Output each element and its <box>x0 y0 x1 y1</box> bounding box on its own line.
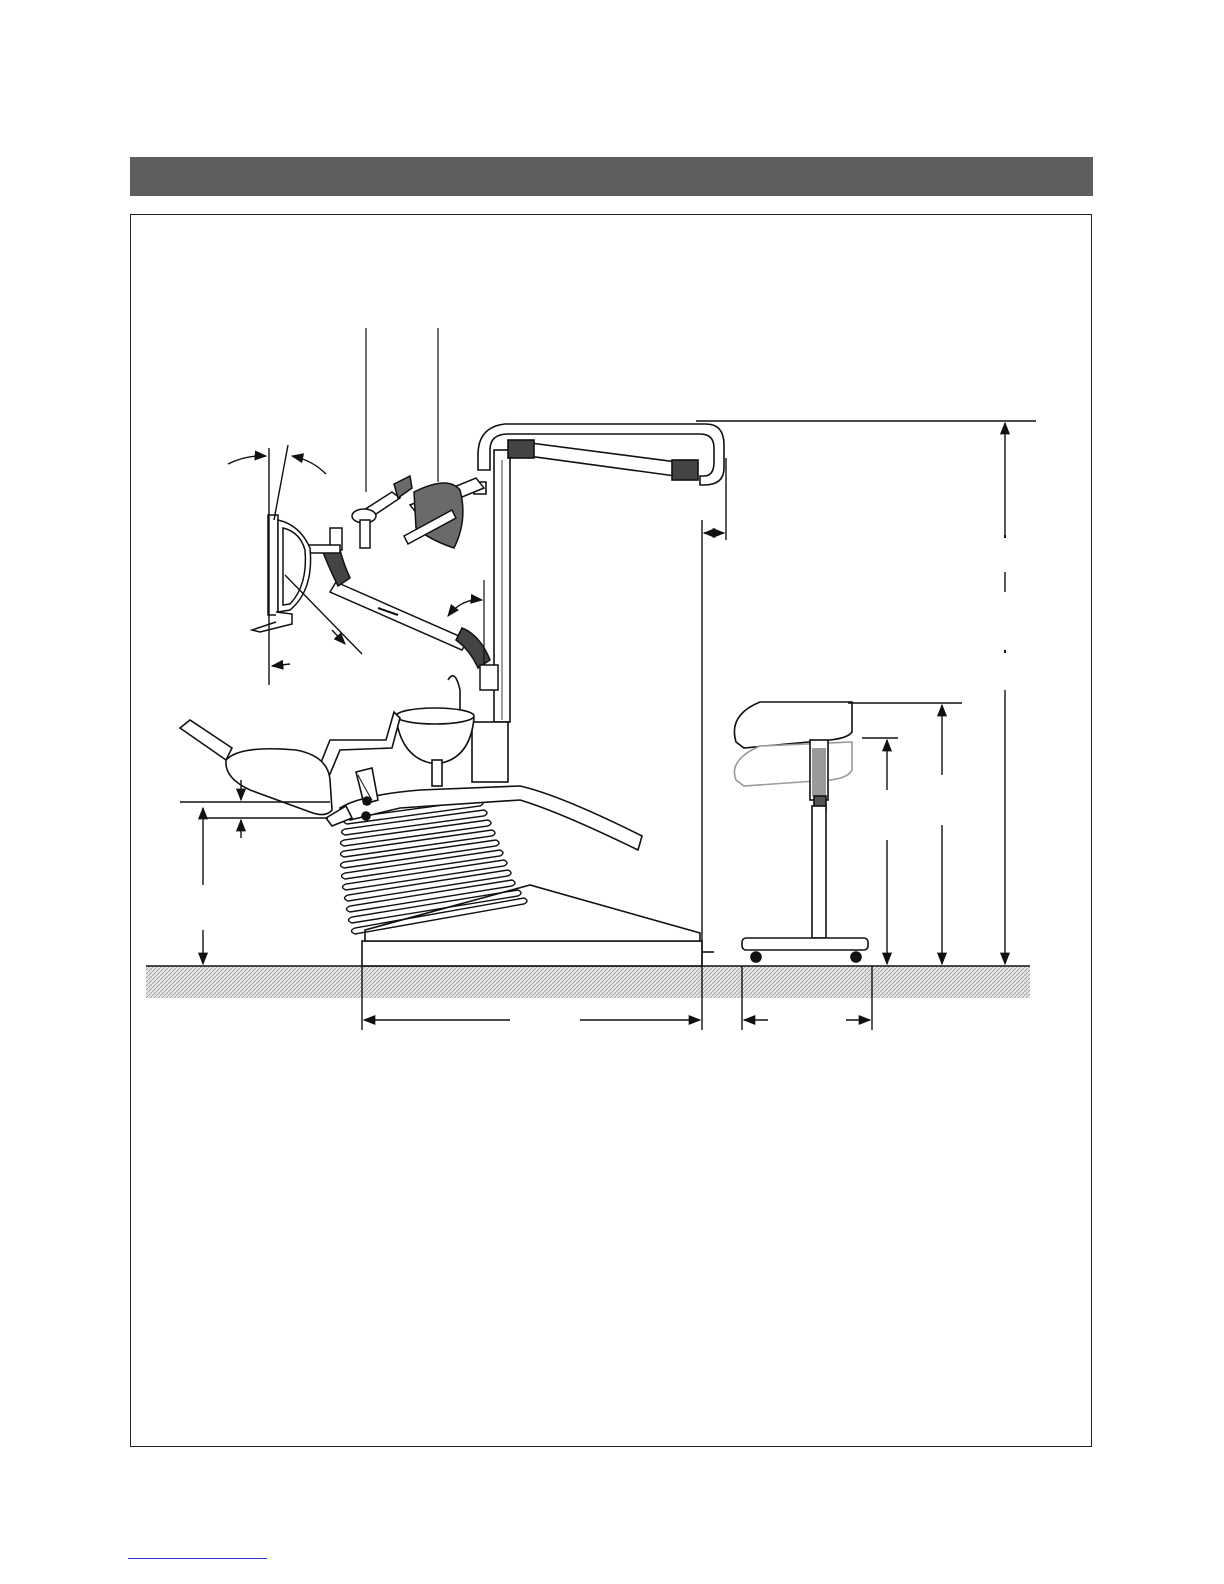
spittoon-bowl <box>396 676 474 786</box>
doctor-stool <box>734 702 868 962</box>
floor <box>146 966 1030 998</box>
operating-light <box>352 328 484 548</box>
pillar <box>472 450 510 782</box>
instrument-arm <box>300 528 498 690</box>
monitor <box>252 515 311 632</box>
chair-base <box>362 885 714 966</box>
light-arm <box>474 424 724 494</box>
